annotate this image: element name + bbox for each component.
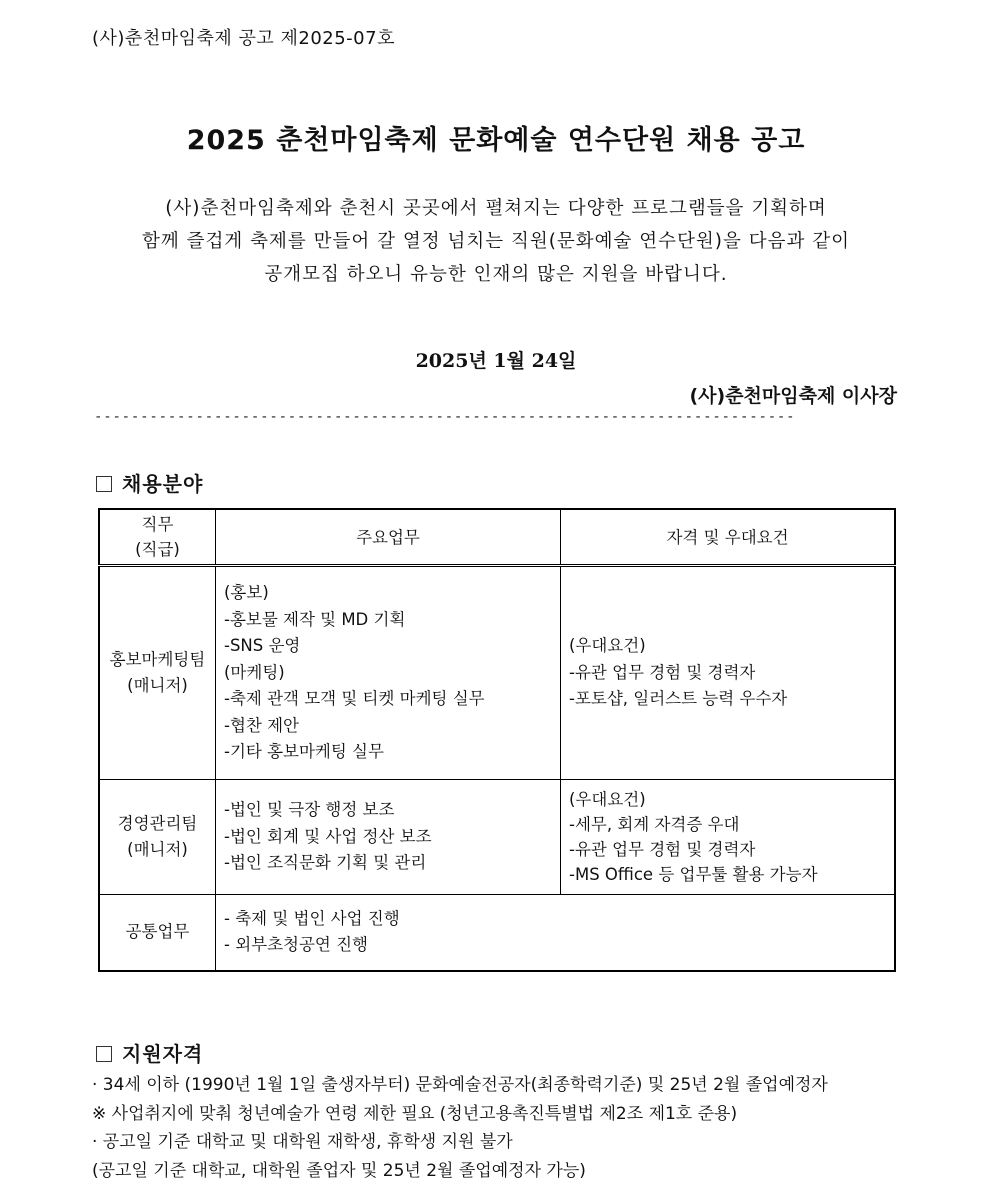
header-role: [99, 509, 216, 566]
intro-paragraph: [0, 192, 992, 291]
qual-line: (우대요건): [569, 636, 646, 656]
table-row: [99, 780, 895, 895]
common-duties-cell: [216, 895, 896, 971]
intro-line: 함께 즐겁게 축제를 만들어 갈 열정 넘치는 직원(문화예술 연수단원)을 다음과 같이: [142, 231, 850, 252]
checkbox-square-icon: [96, 476, 112, 492]
qual-line: -포토샵, 일러스트 능력 우수자: [569, 689, 788, 709]
duty-line: -법인 회계 및 사업 정산 보조: [224, 826, 432, 846]
table-row: [99, 895, 895, 971]
checkbox-square-icon: [96, 1046, 112, 1062]
qual-line: -세무, 회계 자격증 우대: [569, 815, 740, 834]
qual-line: -유관 업무 경험 및 경력자: [569, 840, 756, 859]
section-heading-fields: [96, 468, 203, 497]
duty-line: (홍보): [224, 583, 269, 603]
role-cell: [99, 895, 216, 971]
duty-line: (마케팅): [224, 662, 285, 682]
duty-line: -기타 홍보마케팅 실무: [224, 742, 384, 762]
document-number: (사)춘천마임축제 공고 제2025-07호: [92, 28, 395, 49]
page-title: 2025 춘천마임축제 문화예술 연수단원 채용 공고: [186, 125, 806, 156]
role-cell: [99, 566, 216, 780]
section-label: 지원자격: [122, 1042, 204, 1066]
header-main-duties: 주요업무: [216, 509, 561, 566]
qualifications-cell: [561, 566, 896, 780]
duty-line: -SNS 운영: [224, 636, 301, 656]
signer: (사)춘천마임축제 이사장: [689, 385, 897, 407]
qual-line: -유관 업무 경험 및 경력자: [569, 662, 756, 682]
intro-line: 공개모집 하오니 유능한 인재의 많은 지원을 바랍니다.: [264, 264, 728, 285]
qual-line: (우대요건): [569, 790, 646, 809]
duty-line: -홍보물 제작 및 MD 기획: [224, 609, 406, 629]
dashed-divider: ----------------------------------------------------------------------------: [94, 409, 796, 425]
role-rank: (매니저): [127, 676, 188, 695]
qualification-line: (공고일 기준 대학교, 대학원 졸업자 및 25년 2월 졸업예정자 가능): [92, 1160, 586, 1181]
header-role-line: 직무: [141, 515, 174, 534]
duty-line: -협찬 제안: [224, 715, 299, 735]
role-name: 공통업무: [125, 922, 190, 942]
duty-line: -법인 조직문화 기획 및 관리: [224, 853, 427, 873]
section-heading-qualifications: [96, 1038, 203, 1067]
qualification-line: · 34세 이하 (1990년 1월 1일 출생자부터) 문화예술전공자(최종학력기준) 및 25년 2월 졸업예정자: [92, 1075, 828, 1095]
job-fields-table: [98, 508, 896, 972]
role-name: 홍보마케팅팀: [109, 650, 206, 669]
duty-line: - 축제 및 법인 사업 진행: [224, 908, 400, 928]
duties-cell: [216, 566, 561, 780]
qualification-list: [92, 1071, 828, 1185]
duty-line: -법인 및 극장 행정 보조: [224, 800, 395, 820]
table-header-row: [99, 509, 895, 566]
table-row: [99, 566, 895, 780]
role-cell: [99, 780, 216, 895]
duty-line: -축제 관객 모객 및 티켓 마케팅 실무: [224, 689, 485, 709]
qual-line: -MS Office 등 업무툴 활용 가능자: [569, 865, 818, 884]
duties-cell: [216, 780, 561, 895]
header-role-line: (직급): [135, 540, 180, 559]
role-name: 경영관리팀: [117, 814, 198, 833]
role-rank: (매니저): [127, 840, 188, 859]
qualification-line: · 공고일 기준 대학교 및 대학원 재학생, 휴학생 지원 불가: [92, 1132, 513, 1152]
qualifications-cell: [561, 780, 896, 895]
qualification-line: ※ 사업취지에 맞춰 청년예술가 연령 제한 필요 (청년고용촉진특별법 제2조 제1호 준용): [92, 1103, 738, 1124]
announcement-date: 2025년 1월 24일: [415, 350, 577, 372]
intro-line: (사)춘천마임축제와 춘천시 곳곳에서 펼쳐지는 다양한 프로그램들을 기획하며: [165, 198, 827, 219]
header-qualifications: 자격 및 우대요건: [561, 509, 896, 566]
duty-line: - 외부초청공연 진행: [224, 935, 368, 955]
section-label: 채용분야: [122, 472, 204, 496]
